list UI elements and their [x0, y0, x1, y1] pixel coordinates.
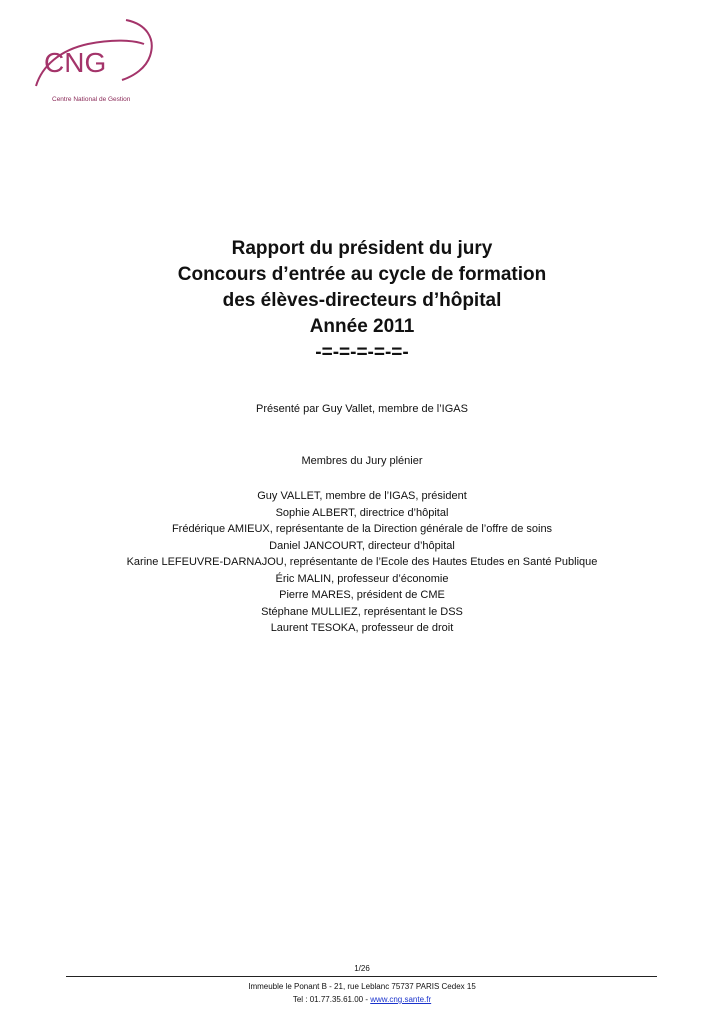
website-link[interactable]: www.cng.sante.fr [370, 995, 432, 1004]
footer-contact [0, 993, 724, 1006]
member-item: Stéphane MULLIEZ, représentant le DSS [261, 605, 463, 618]
cng-logo [30, 14, 170, 110]
title-line-4: Année 2011 [309, 316, 415, 337]
title-separator: -=-=-=-=-=- [315, 342, 409, 363]
member-item: Éric MALIN, professeur d’économie [275, 572, 449, 585]
title-line-1: Rapport du président du jury [231, 238, 493, 259]
logo-swoosh-icon [30, 14, 170, 104]
footer [0, 980, 724, 1006]
footer-address: Immeuble le Ponant B - 21, rue Leblanc 75737 PARIS Cedex 15 [248, 982, 476, 991]
title-line-3: des élèves-directeurs d’hôpital [222, 290, 502, 311]
member-item: Frédérique AMIEUX, représentante de la Direction générale de l’offre de soins [171, 523, 553, 535]
member-item: Sophie ALBERT, directrice d’hôpital [275, 506, 449, 519]
members-heading: Membres du Jury plénier [301, 455, 423, 467]
footer-divider [66, 976, 657, 977]
presented-by: Présenté par Guy Vallet, membre de l’IGAS [256, 403, 468, 415]
logo-tagline: Centre National de Gestion [52, 96, 131, 103]
logo-text: CNG [44, 47, 107, 78]
member-item: Guy VALLET, membre de l’IGAS, président [257, 490, 467, 502]
members-list [0, 488, 724, 637]
member-item: Karine LEFEUVRE-DARNAJOU, représentante de l’Ecole des Hautes Etudes en Santé Publique [126, 556, 598, 568]
member-item: Laurent TESOKA, professeur de droit [270, 622, 454, 634]
footer-tel: Tel : 01.77.35.61.00 - [292, 995, 368, 1004]
title-line-2: Concours d’entrée au cycle de formation [177, 264, 547, 285]
member-item: Daniel JANCOURT, directeur d’hôpital [269, 539, 455, 552]
report-title [0, 236, 724, 366]
page-number: 1/26 [354, 964, 370, 973]
member-item: Pierre MARES, président de CME [279, 589, 445, 601]
